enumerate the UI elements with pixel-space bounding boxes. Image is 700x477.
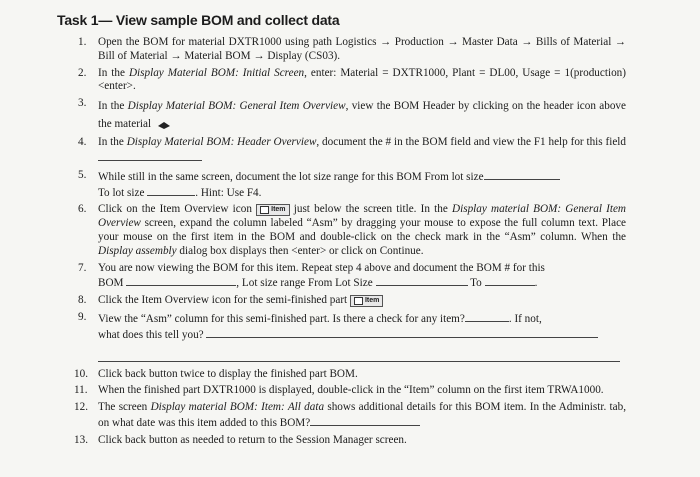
step-text: , document the # in the BOM field and view the F1 help for this field xyxy=(316,136,626,149)
item-overview-icon[interactable]: Item xyxy=(256,204,289,216)
step-text: dialog box displays then <enter> or click on Continue. xyxy=(176,244,424,257)
step-text: While still in the same screen, document the lot size range for this BOM From lot size xyxy=(98,170,484,183)
answer-blank[interactable] xyxy=(98,150,202,161)
step-number: 10. xyxy=(74,367,88,380)
step-11 xyxy=(54,384,626,398)
step-text: . xyxy=(534,277,538,290)
step-text: Click on the Item Overview icon xyxy=(98,203,252,216)
step-text: To lot size xyxy=(98,186,145,199)
step-3 xyxy=(54,97,626,133)
step-6 xyxy=(54,203,626,258)
step-text: , enter: Material = DXTR1000, Plant = DL00, Usage = 1(production) <enter>. xyxy=(98,66,626,93)
step-text: . Hint: Use F4. xyxy=(195,186,262,199)
step-12 xyxy=(54,401,626,431)
step-7 xyxy=(54,262,626,292)
screen-name: Display material BOM: Item: All data xyxy=(150,401,325,414)
step-text: shows additional details for this BOM item. In the Administr. tab, on what date was this item added to this BOM? xyxy=(98,401,626,429)
screen-name: Display Material BOM: General Item Overview xyxy=(127,100,346,113)
step-number: 9. xyxy=(78,310,87,323)
answer-line[interactable] xyxy=(98,343,620,362)
step-number: 6. xyxy=(78,203,87,216)
item-overview-icon[interactable]: Item xyxy=(350,295,383,307)
answer-blank[interactable] xyxy=(376,275,468,286)
step-text: screen, expand the column labeled “Asm” by dragging your mouse to expose the full column text. Place your mouse on the first item in the BOM and double-click on the check mark in the “Asm” column. When the xyxy=(98,217,626,243)
answer-blank[interactable] xyxy=(206,327,598,338)
step-text: In the xyxy=(98,66,129,79)
step-1 xyxy=(54,36,626,64)
step-4 xyxy=(54,136,626,166)
step-number: 7. xyxy=(78,261,87,274)
step-2 xyxy=(54,67,626,95)
answer-blank[interactable] xyxy=(465,311,509,322)
screen-name: Display material BOM: General Item Overview xyxy=(98,203,627,230)
step-text: Open the BOM for material DXTR1000 using path Logistics → Production → Master Data → Bills of Material → Bill of Material → Material BOM → Display (CS03). xyxy=(98,36,626,62)
step-text: The screen xyxy=(98,401,151,414)
step-number: 4. xyxy=(78,136,87,149)
step-text: Click the Item Overview icon for the semi-finished part xyxy=(98,294,348,307)
step-number: 11. xyxy=(74,384,88,397)
header-hat-icon[interactable] xyxy=(157,118,171,132)
step-text: Click back button as needed to return to the Session Manager screen. xyxy=(98,433,407,446)
dialog-name: Display assembly xyxy=(98,244,177,257)
step-text: BOM xyxy=(98,277,124,290)
step-list xyxy=(54,36,626,451)
answer-blank[interactable] xyxy=(485,275,535,286)
step-number: 13. xyxy=(74,433,88,446)
step-number: 8. xyxy=(78,294,87,307)
step-text: View the “Asm” column for this semi-finished part. Is there a check for any item? xyxy=(98,312,465,325)
step-9 xyxy=(54,311,626,343)
step-number: 5. xyxy=(78,168,87,181)
step-5 xyxy=(54,169,626,201)
step-number: 1. xyxy=(78,36,87,48)
answer-blank[interactable] xyxy=(147,185,195,196)
task-title: Task 1— View sample BOM and collect data xyxy=(57,12,340,28)
step-number: 3. xyxy=(78,97,87,110)
screen-name: Display Material BOM: Header Overview xyxy=(126,136,317,149)
step-text: To xyxy=(470,277,482,290)
step-number: 2. xyxy=(78,66,87,79)
step-number: 12. xyxy=(74,401,88,414)
step-text: Click back button twice to display the finished part BOM. xyxy=(98,367,358,380)
step-text: just below the screen title. In the xyxy=(293,203,453,216)
screen-name: Display Material BOM: Initial Screen xyxy=(128,66,305,79)
step-text: When the finished part DXTR1000 is displayed, double-click in the “Item” column on the first item TRWA1000. xyxy=(98,384,604,397)
answer-blank[interactable] xyxy=(310,415,420,426)
step-10 xyxy=(54,368,626,382)
step-8 xyxy=(54,294,626,308)
step-13 xyxy=(54,434,626,448)
step-text: , view the BOM Header by clicking on the header icon above the material xyxy=(98,100,626,131)
step-text: In the xyxy=(98,100,128,113)
answer-blank[interactable] xyxy=(126,275,236,286)
step-text: In the xyxy=(98,136,127,149)
answer-blank[interactable] xyxy=(484,169,560,180)
step-text: You are now viewing the BOM for this item. Repeat step 4 above and document the BOM # for this xyxy=(98,261,545,274)
step-text: , Lot size range From Lot Size xyxy=(236,277,373,290)
step-text: what does this tell you? xyxy=(98,328,204,341)
step-text: . If not, xyxy=(508,312,542,325)
